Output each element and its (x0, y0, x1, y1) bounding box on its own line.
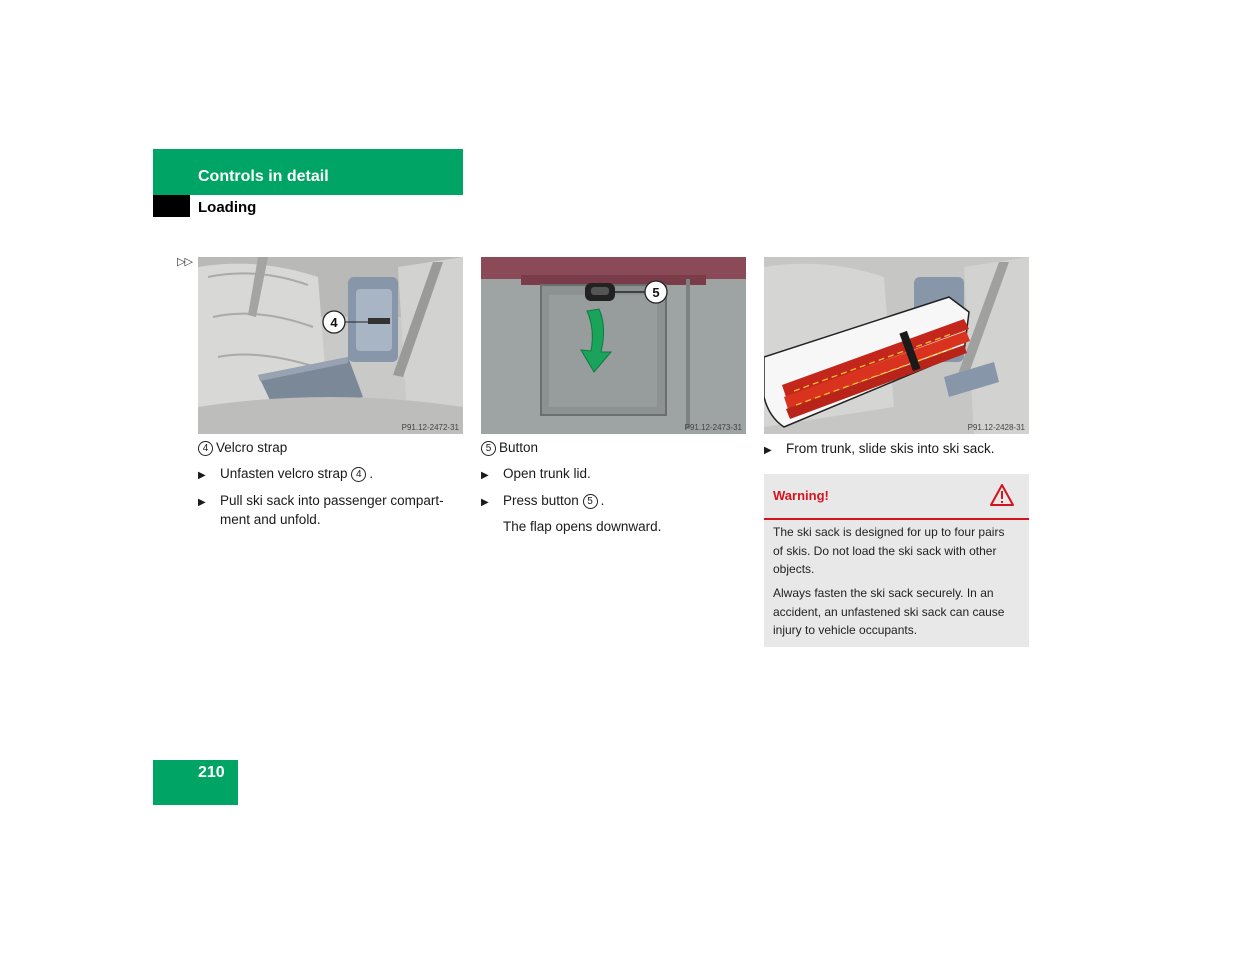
section-title: Loading (198, 199, 257, 216)
warning-paragraph-2: Always fasten the ski sack securely. In an accident, an unfastened ski sack can cause injury to vehicle occupants. (773, 586, 1005, 637)
figure-trunk-button (481, 257, 746, 434)
chapter-title: Controls in detail (198, 168, 329, 185)
legend-label: Velcro strap (216, 440, 288, 455)
bullet-triangle-icon: ▶ (481, 497, 489, 508)
warning-title: Warning! (773, 488, 829, 503)
warning-header (764, 474, 1029, 520)
warning-triangle-icon (989, 483, 1015, 512)
figure-code: P91.12-2472-31 (401, 423, 459, 432)
legend-number: 5 (481, 441, 496, 456)
legend-velcro-strap (198, 438, 463, 457)
ref-number: 4 (351, 467, 366, 482)
ref-number: 5 (583, 494, 598, 509)
page-number: 210 (198, 764, 225, 781)
legend-label: Button (499, 440, 539, 455)
continued-marker: ▷▷ (177, 256, 192, 268)
figure-code: P91.12-2473-31 (684, 423, 742, 432)
bullet-triangle-icon: ▶ (198, 470, 206, 481)
warning-paragraph-1: The ski sack is designed for up to four pairs of skis. Do not load the ski sack with other objects. (773, 525, 1005, 576)
legend-button (481, 438, 746, 457)
bullet-triangle-icon: ▶ (198, 497, 206, 508)
figure-velcro-strap (198, 257, 463, 434)
bullet-triangle-icon: ▶ (481, 470, 489, 481)
bullet-triangle-icon: ▶ (764, 445, 772, 456)
legend-number: 4 (198, 441, 213, 456)
figure-callout-5: 5 (652, 285, 660, 300)
result-text: The flap opens downward. (503, 519, 662, 534)
page-number-box (153, 760, 238, 805)
figure-ski-sack (764, 257, 1029, 434)
figure-code: P91.12-2428-31 (967, 423, 1025, 432)
warning-box (764, 474, 1029, 647)
figure-callout-4: 4 (330, 315, 338, 330)
section-tab-marker (153, 195, 190, 217)
